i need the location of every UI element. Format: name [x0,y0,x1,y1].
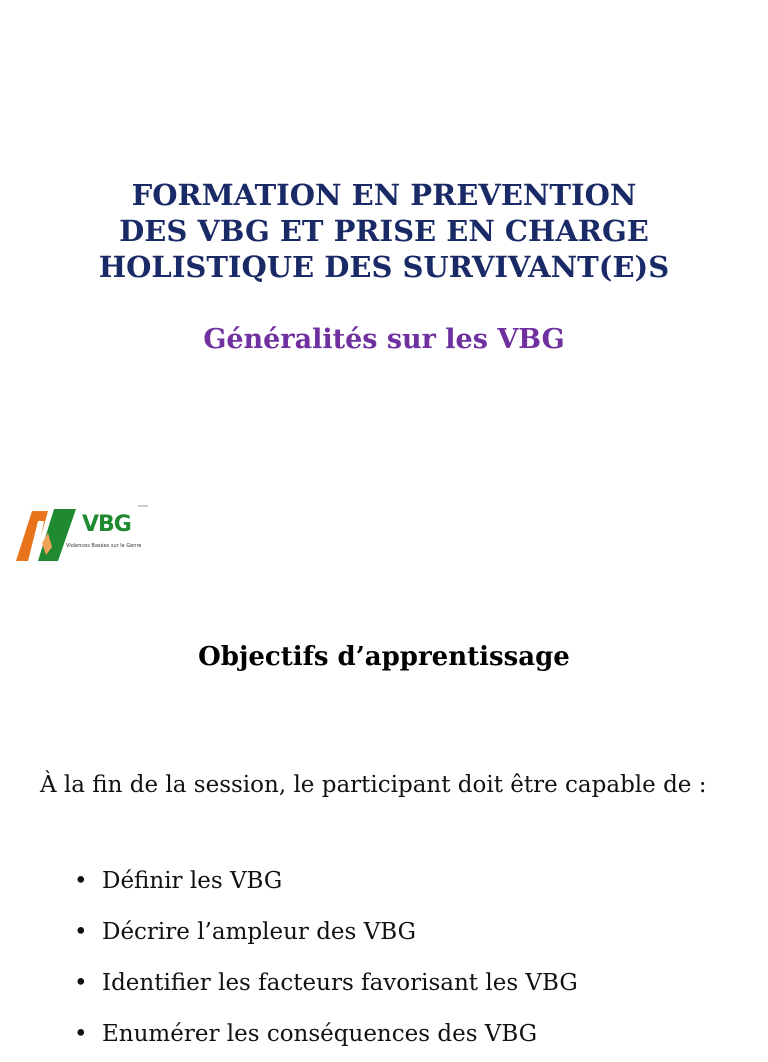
objective-item [0,858,768,909]
objective-text: Décrire l’ampleur des VBG [102,919,416,945]
bullet-icon: • [74,919,88,945]
slide-title-line-2: DES VBG ET PRISE EN CHARGE [119,214,649,248]
objective-item [0,960,768,1011]
objective-text: Enumérer les conséquences des VBG [102,1021,538,1047]
slide-title-line-3: HOLISTIQUE DES SURVIVANT(E)S [98,250,670,284]
section-heading-objectives: Objectifs d’apprentissage [198,642,570,672]
slide-subtitle: Généralités sur les VBG [203,324,565,355]
logo-tagline: Violences Basées sur le Genre [66,543,142,549]
objective-text: Définir les VBG [102,868,283,894]
objective-text: Identifier les facteurs favorisant les VBG [102,970,578,996]
objectives-list [0,858,768,1062]
intro-paragraph: À la fin de la session, le participant doit être capable de : [40,772,707,798]
slide-title [0,177,768,285]
bullet-icon: • [74,970,88,996]
logo-mark-text: VBG [82,512,131,537]
bullet-icon: • [74,1021,88,1047]
vbg-logo [14,503,148,565]
objective-item [0,1011,768,1062]
bullet-icon: • [74,868,88,894]
objective-item [0,909,768,960]
slide-title-line-1: FORMATION EN PREVENTION [131,178,637,212]
